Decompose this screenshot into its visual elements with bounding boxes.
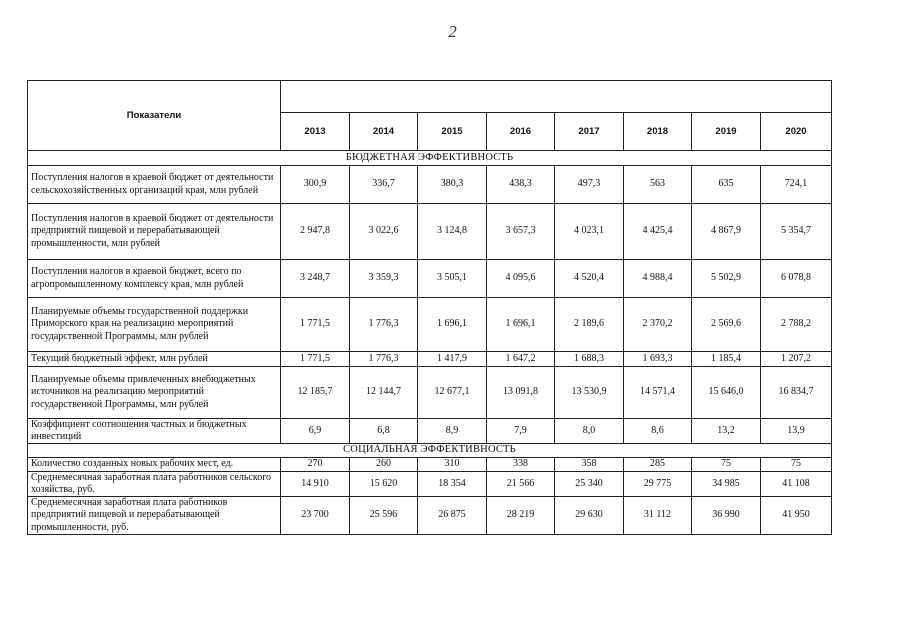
value-cell: 12 144,7 [350, 367, 418, 419]
value-cell: 4 023,1 [555, 204, 624, 260]
value-cell: 8,9 [418, 419, 487, 444]
value-cell: 7,9 [487, 419, 555, 444]
value-cell: 1 647,2 [487, 352, 555, 367]
value-cell: 8,6 [624, 419, 692, 444]
table-row [28, 367, 832, 419]
value-cell: 285 [624, 458, 692, 471]
value-cell: 1 696,1 [418, 298, 487, 352]
value-cell: 563 [624, 166, 692, 204]
value-cell: 310 [418, 458, 487, 471]
value-cell: 26 875 [418, 496, 487, 534]
value-cell: 4 867,9 [692, 204, 761, 260]
value-cell: 29 775 [624, 471, 692, 496]
indicator-label: Планируемые объемы государственной поддержки Приморского края на реализацию мероприятий государственной Программы, млн рублей [28, 298, 281, 352]
value-cell: 16 834,7 [761, 367, 832, 419]
year-header: 2013 [281, 113, 350, 151]
value-cell: 21 566 [487, 471, 555, 496]
page-number: 2 [448, 22, 457, 41]
section-row [28, 151, 832, 166]
value-cell: 6 078,8 [761, 260, 832, 298]
year-header: 2017 [555, 113, 624, 151]
value-cell: 15 646,0 [692, 367, 761, 419]
value-cell: 25 596 [350, 496, 418, 534]
value-cell: 15 620 [350, 471, 418, 496]
indicator-label: Поступления налогов в краевой бюджет от деятельности сельскохозяйственных организаций края, млн рублей [28, 166, 281, 204]
value-cell: 358 [555, 458, 624, 471]
efficiency-table [27, 80, 832, 535]
year-header: 2018 [624, 113, 692, 151]
year-header: 2015 [418, 113, 487, 151]
value-cell: 25 340 [555, 471, 624, 496]
value-cell: 13 530,9 [555, 367, 624, 419]
value-cell: 5 502,9 [692, 260, 761, 298]
value-cell: 75 [692, 458, 761, 471]
value-cell: 2 370,2 [624, 298, 692, 352]
value-cell: 14 571,4 [624, 367, 692, 419]
years-header-band [281, 81, 832, 113]
value-cell: 4 095,6 [487, 260, 555, 298]
value-cell: 13,2 [692, 419, 761, 444]
value-cell: 13 091,8 [487, 367, 555, 419]
value-cell: 34 985 [692, 471, 761, 496]
table-row [28, 298, 832, 352]
indicator-label: Планируемые объемы привлеченных внебюджетных источников на реализацию мероприятий государственной Программы, млн рублей [28, 367, 281, 419]
value-cell: 3 022,6 [350, 204, 418, 260]
indicator-label: Среднемесячная заработная плата работников сельского хозяйства, руб. [28, 471, 281, 496]
section-title: БЮДЖЕТНАЯ ЭФФЕКТИВНОСТЬ [28, 151, 832, 166]
value-cell: 270 [281, 458, 350, 471]
value-cell: 5 354,7 [761, 204, 832, 260]
table-row [28, 204, 832, 260]
value-cell: 2 788,2 [761, 298, 832, 352]
value-cell: 260 [350, 458, 418, 471]
value-cell: 1 693,3 [624, 352, 692, 367]
value-cell: 23 700 [281, 496, 350, 534]
value-cell: 300,9 [281, 166, 350, 204]
value-cell: 1 776,3 [350, 298, 418, 352]
value-cell: 4 988,4 [624, 260, 692, 298]
value-cell: 12 185,7 [281, 367, 350, 419]
value-cell: 18 354 [418, 471, 487, 496]
value-cell: 1 688,3 [555, 352, 624, 367]
value-cell: 36 990 [692, 496, 761, 534]
value-cell: 75 [761, 458, 832, 471]
indicator-label: Текущий бюджетный эффект, млн рублей [28, 352, 281, 367]
value-cell: 1 207,2 [761, 352, 832, 367]
value-cell: 635 [692, 166, 761, 204]
indicator-label: Коэффициент соотношения частных и бюджетных инвестиций [28, 419, 281, 444]
value-cell: 1 776,3 [350, 352, 418, 367]
value-cell: 497,3 [555, 166, 624, 204]
value-cell: 3 248,7 [281, 260, 350, 298]
value-cell: 1 185,4 [692, 352, 761, 367]
value-cell: 3 505,1 [418, 260, 487, 298]
value-cell: 4 520,4 [555, 260, 624, 298]
value-cell: 380,3 [418, 166, 487, 204]
value-cell: 724,1 [761, 166, 832, 204]
value-cell: 4 425,4 [624, 204, 692, 260]
header-top-row [28, 81, 832, 113]
indicator-label: Среднемесячная заработная плата работников предприятий пищевой и перерабатывающей промышленности, руб. [28, 496, 281, 534]
value-cell: 28 219 [487, 496, 555, 534]
indicator-label: Поступления налогов в краевой бюджет от деятельности предприятий пищевой и перерабатывающей промышленности, млн рублей [28, 204, 281, 260]
year-header: 2020 [761, 113, 832, 151]
value-cell: 1 696,1 [487, 298, 555, 352]
section-row [28, 444, 832, 458]
value-cell: 2 947,8 [281, 204, 350, 260]
indicator-label: Поступления налогов в краевой бюджет, всего по агропромышленному комплексу края, млн рублей [28, 260, 281, 298]
value-cell: 13,9 [761, 419, 832, 444]
table-row [28, 496, 832, 534]
value-cell: 3 124,8 [418, 204, 487, 260]
value-cell: 3 657,3 [487, 204, 555, 260]
section-title: СОЦИАЛЬНАЯ ЭФФЕКТИВНОСТЬ [28, 444, 832, 458]
table-row [28, 352, 832, 367]
value-cell: 2 189,6 [555, 298, 624, 352]
value-cell: 12 677,1 [418, 367, 487, 419]
table-row [28, 419, 832, 444]
table-row [28, 471, 832, 496]
table-row [28, 166, 832, 204]
value-cell: 338 [487, 458, 555, 471]
value-cell: 438,3 [487, 166, 555, 204]
value-cell: 6,9 [281, 419, 350, 444]
year-header: 2014 [350, 113, 418, 151]
value-cell: 3 359,3 [350, 260, 418, 298]
table-row [28, 260, 832, 298]
year-header: 2019 [692, 113, 761, 151]
value-cell: 2 569,6 [692, 298, 761, 352]
indicator-header: Показатели [28, 81, 281, 151]
year-header: 2016 [487, 113, 555, 151]
value-cell: 1 771,5 [281, 298, 350, 352]
value-cell: 14 910 [281, 471, 350, 496]
value-cell: 6,8 [350, 419, 418, 444]
table-row [28, 458, 832, 471]
value-cell: 41 108 [761, 471, 832, 496]
value-cell: 8,0 [555, 419, 624, 444]
value-cell: 41 950 [761, 496, 832, 534]
value-cell: 1 771,5 [281, 352, 350, 367]
indicator-label: Количество созданных новых рабочих мест, ед. [28, 458, 281, 471]
value-cell: 1 417,9 [418, 352, 487, 367]
value-cell: 29 630 [555, 496, 624, 534]
value-cell: 31 112 [624, 496, 692, 534]
value-cell: 336,7 [350, 166, 418, 204]
